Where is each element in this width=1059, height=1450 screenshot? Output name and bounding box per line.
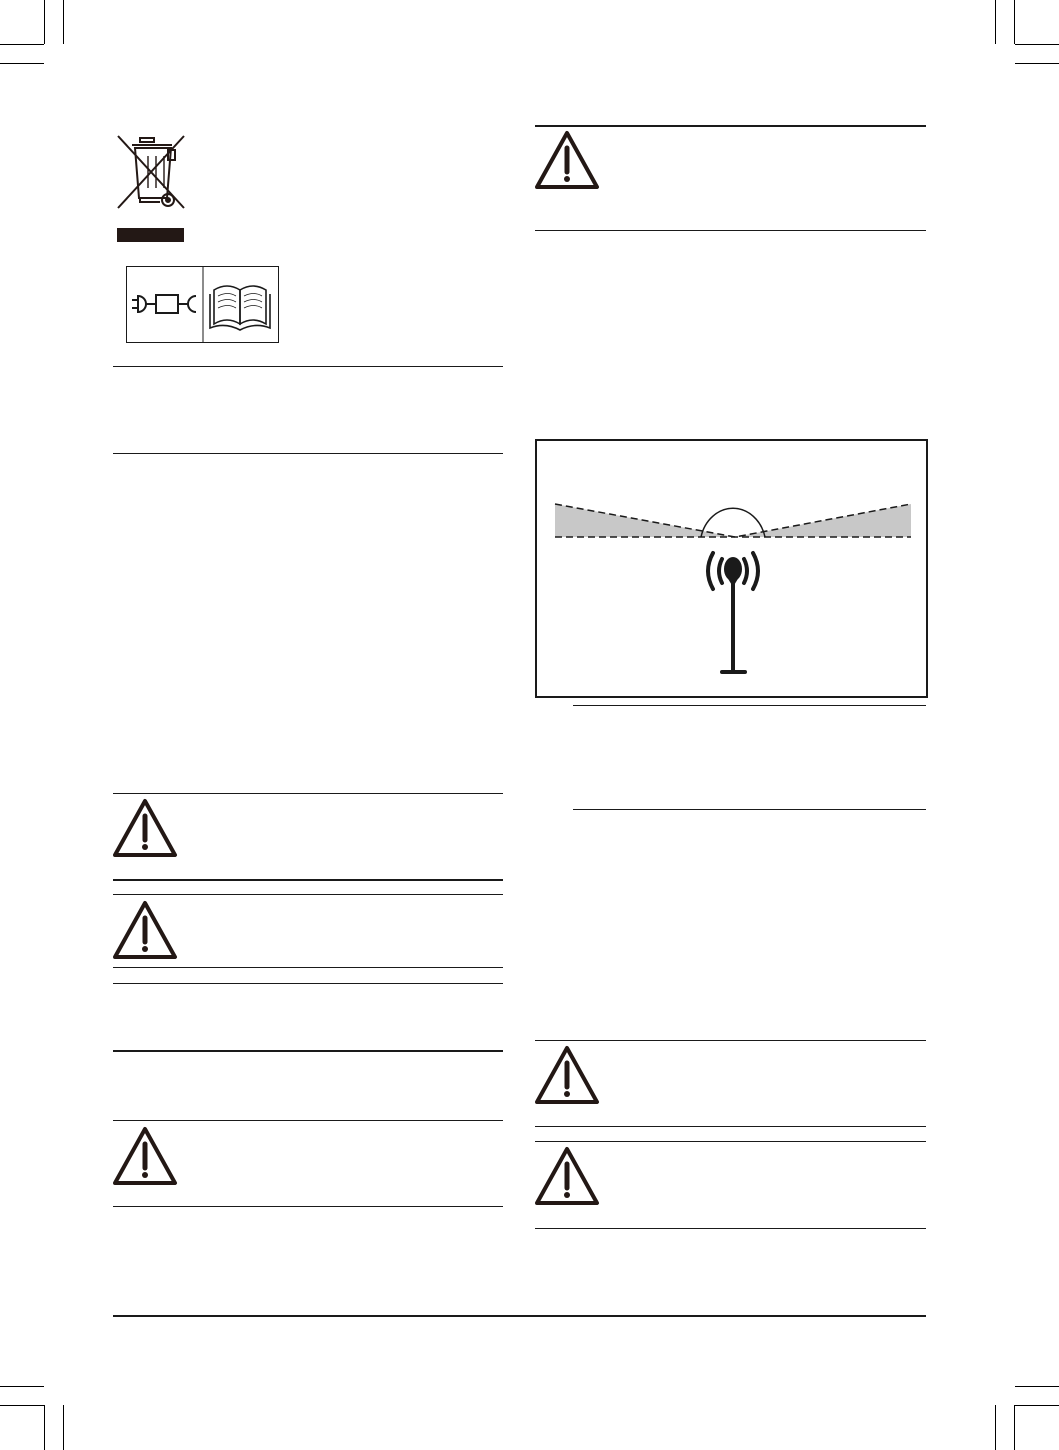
divider bbox=[573, 809, 926, 810]
divider bbox=[535, 125, 926, 127]
weee-crossed-bin-icon bbox=[112, 132, 190, 212]
footer-rule bbox=[113, 1315, 926, 1317]
warning-triangle-icon bbox=[534, 1045, 600, 1105]
antenna-coverage-figure bbox=[535, 439, 928, 698]
divider bbox=[113, 1050, 503, 1052]
divider bbox=[113, 366, 503, 367]
divider bbox=[113, 879, 503, 881]
divider bbox=[535, 230, 926, 231]
warning-triangle-icon bbox=[112, 900, 178, 960]
divider bbox=[113, 983, 503, 984]
warning-triangle-icon bbox=[534, 130, 600, 190]
divider bbox=[573, 705, 926, 706]
recycling-bar bbox=[117, 228, 184, 242]
plug-manual-symbol bbox=[126, 266, 278, 342]
divider bbox=[535, 1228, 926, 1229]
divider bbox=[113, 967, 503, 968]
divider bbox=[113, 453, 503, 454]
warning-triangle-icon bbox=[112, 798, 178, 858]
divider bbox=[535, 1040, 926, 1041]
divider bbox=[113, 1206, 503, 1207]
divider bbox=[535, 1141, 926, 1142]
warning-triangle-icon bbox=[534, 1146, 600, 1206]
divider bbox=[113, 894, 503, 895]
divider bbox=[113, 1120, 503, 1121]
divider bbox=[113, 793, 503, 794]
warning-triangle-icon bbox=[112, 1126, 178, 1186]
divider bbox=[535, 1126, 926, 1127]
